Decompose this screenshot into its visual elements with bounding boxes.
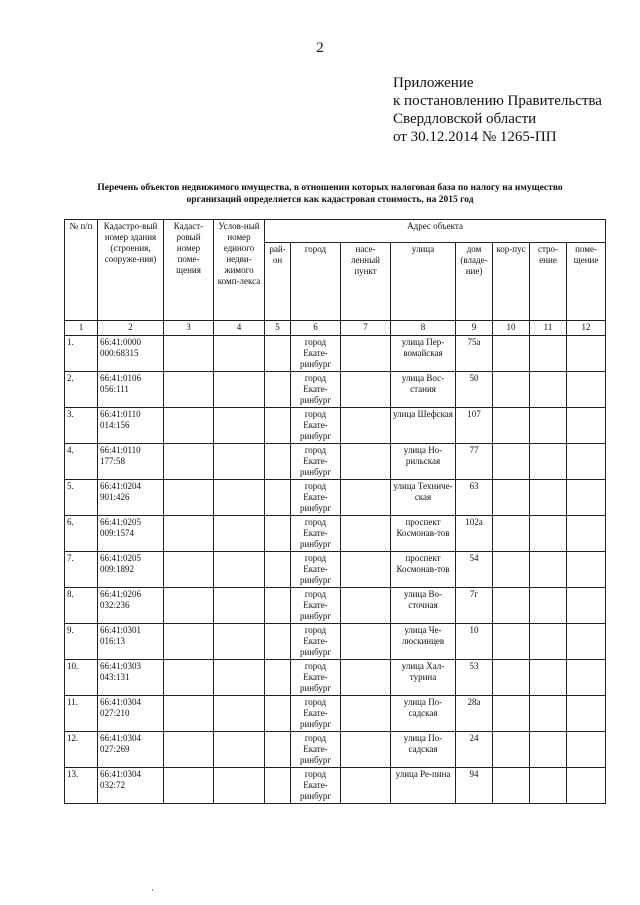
- cell-building: [530, 552, 567, 588]
- cell-street: улица Но-рильская: [391, 444, 456, 480]
- cell-city: город Екате-ринбург: [291, 372, 341, 408]
- cell-building: [530, 696, 567, 732]
- column-number: 3: [164, 321, 214, 336]
- cell-conditional-number: [214, 660, 265, 696]
- cell-korpus: [493, 624, 530, 660]
- cell-korpus: [493, 336, 530, 372]
- cell-settlement: [341, 408, 391, 444]
- cell-settlement: [341, 516, 391, 552]
- cell-cadastral-room: [164, 696, 214, 732]
- cell-settlement: [341, 480, 391, 516]
- cell-house: 24: [456, 732, 493, 768]
- table-row: [65, 372, 606, 408]
- column-number: 6: [291, 321, 341, 336]
- cell-district: [265, 372, 291, 408]
- cell-premises: [567, 660, 606, 696]
- cell-district: [265, 444, 291, 480]
- cell-building: [530, 336, 567, 372]
- cell-house: 28а: [456, 696, 493, 732]
- cell-house: 75а: [456, 336, 493, 372]
- cell-house: 7г: [456, 588, 493, 624]
- cell-korpus: [493, 480, 530, 516]
- cell-district: [265, 408, 291, 444]
- appendix-line-3: Свердловской области: [393, 111, 537, 127]
- cell-korpus: [493, 516, 530, 552]
- column-number: 7: [341, 321, 391, 336]
- title-line-1: Перечень объектов недвижимого имущества, в отношении которых налоговая база по налогу на имущество: [97, 183, 563, 193]
- cell-premises: [567, 768, 606, 804]
- col-header-district: рай-он: [265, 243, 291, 321]
- cell-building: [530, 588, 567, 624]
- appendix-line-2: к постановлению Правительства: [393, 93, 602, 109]
- cell-street: улица Во-сточная: [391, 588, 456, 624]
- cell-house: 10: [456, 624, 493, 660]
- cell-street: проспект Космонав-тов: [391, 516, 456, 552]
- cell-num: 10.: [65, 660, 98, 696]
- cell-cadastral-building: 66:41:0301 016:13: [98, 624, 164, 660]
- cell-building: [530, 372, 567, 408]
- col-header-cadastral-building: Кадастро-вый номер здания (строения, сооруже-ния): [98, 220, 164, 321]
- cell-city: город Екате-ринбург: [291, 336, 341, 372]
- cell-num: 9.: [65, 624, 98, 660]
- cell-settlement: [341, 696, 391, 732]
- property-table: [64, 219, 606, 804]
- cell-district: [265, 480, 291, 516]
- cell-district: [265, 696, 291, 732]
- cell-cadastral-building: 66:41:0304 027:269: [98, 732, 164, 768]
- cell-cadastral-room: [164, 732, 214, 768]
- cell-street: улица По-садская: [391, 732, 456, 768]
- cell-house: 107: [456, 408, 493, 444]
- cell-num: 2.: [65, 372, 98, 408]
- cell-street: улица Че-люскинцев: [391, 624, 456, 660]
- cell-city: город Екате-ринбург: [291, 444, 341, 480]
- col-header-street: улица: [391, 243, 456, 321]
- footer-mark: ·: [151, 885, 154, 895]
- col-header-num: № п/п: [65, 220, 98, 321]
- cell-city: город Екате-ринбург: [291, 696, 341, 732]
- cell-cadastral-building: 66:41:0205 009:1574: [98, 516, 164, 552]
- cell-city: город Екате-ринбург: [291, 588, 341, 624]
- cell-cadastral-room: [164, 372, 214, 408]
- column-number: 11: [530, 321, 567, 336]
- cell-cadastral-building: 66:41:0303 043:131: [98, 660, 164, 696]
- cell-premises: [567, 696, 606, 732]
- appendix-line-1: Приложение: [393, 75, 474, 91]
- cell-settlement: [341, 552, 391, 588]
- cell-num: 8.: [65, 588, 98, 624]
- cell-premises: [567, 552, 606, 588]
- cell-cadastral-room: [164, 444, 214, 480]
- cell-conditional-number: [214, 336, 265, 372]
- table-row: [65, 696, 606, 732]
- cell-building: [530, 732, 567, 768]
- cell-cadastral-building: 66:41:0205 009:1892: [98, 552, 164, 588]
- cell-premises: [567, 516, 606, 552]
- cell-conditional-number: [214, 732, 265, 768]
- table-row: [65, 480, 606, 516]
- cell-num: 4.: [65, 444, 98, 480]
- cell-street: улица Техниче-ская: [391, 480, 456, 516]
- table-row: [65, 768, 606, 804]
- cell-conditional-number: [214, 552, 265, 588]
- cell-korpus: [493, 372, 530, 408]
- cell-korpus: [493, 552, 530, 588]
- cell-building: [530, 516, 567, 552]
- column-number-row: [65, 321, 606, 336]
- cell-cadastral-room: [164, 624, 214, 660]
- cell-num: 7.: [65, 552, 98, 588]
- appendix-header: [393, 74, 602, 146]
- header-row-top: [65, 220, 606, 243]
- cell-cadastral-building: 66:41:0204 901:426: [98, 480, 164, 516]
- cell-house: 77: [456, 444, 493, 480]
- col-header-house: дом (владе-ние): [456, 243, 493, 321]
- cell-conditional-number: [214, 588, 265, 624]
- cell-district: [265, 624, 291, 660]
- title-line-2: организаций определяется как кадастровая стоимость, на 2015 год: [186, 195, 474, 205]
- table-row: [65, 336, 606, 372]
- appendix-line-4: от 30.12.2014 № 1265-ПП: [393, 129, 557, 145]
- page-number: 2: [316, 40, 324, 56]
- column-number: 12: [567, 321, 606, 336]
- cell-building: [530, 768, 567, 804]
- cell-conditional-number: [214, 372, 265, 408]
- cell-conditional-number: [214, 480, 265, 516]
- cell-premises: [567, 372, 606, 408]
- cell-premises: [567, 408, 606, 444]
- cell-premises: [567, 480, 606, 516]
- cell-korpus: [493, 588, 530, 624]
- cell-cadastral-room: [164, 660, 214, 696]
- cell-num: 1.: [65, 336, 98, 372]
- document-title: [60, 182, 600, 206]
- table-row: [65, 516, 606, 552]
- cell-num: 6.: [65, 516, 98, 552]
- cell-house: 53: [456, 660, 493, 696]
- cell-settlement: [341, 372, 391, 408]
- col-header-premises: поме-щение: [567, 243, 606, 321]
- cell-conditional-number: [214, 444, 265, 480]
- column-number: 9: [456, 321, 493, 336]
- col-header-city: город: [291, 243, 341, 321]
- col-header-korpus: кор-пус: [493, 243, 530, 321]
- cell-building: [530, 480, 567, 516]
- cell-district: [265, 588, 291, 624]
- cell-num: 13.: [65, 768, 98, 804]
- cell-conditional-number: [214, 516, 265, 552]
- cell-cadastral-building: 66:41:0304 027:210: [98, 696, 164, 732]
- cell-num: 3.: [65, 408, 98, 444]
- col-header-settlement: насе-ленный пункт: [341, 243, 391, 321]
- cell-cadastral-room: [164, 336, 214, 372]
- cell-korpus: [493, 696, 530, 732]
- cell-cadastral-room: [164, 516, 214, 552]
- cell-conditional-number: [214, 408, 265, 444]
- cell-street: улица Пер-вомайская: [391, 336, 456, 372]
- col-header-conditional-number: Услов-ный номер единого недви-жимого комп-лекса: [214, 220, 265, 321]
- cell-cadastral-room: [164, 768, 214, 804]
- table-row: [65, 444, 606, 480]
- cell-settlement: [341, 624, 391, 660]
- cell-cadastral-building: 66:41:0110 177:58: [98, 444, 164, 480]
- table-row: [65, 624, 606, 660]
- cell-korpus: [493, 768, 530, 804]
- column-number: 1: [65, 321, 98, 336]
- table-row: [65, 588, 606, 624]
- cell-cadastral-building: 66:41:0304 032:72: [98, 768, 164, 804]
- cell-conditional-number: [214, 768, 265, 804]
- cell-district: [265, 336, 291, 372]
- cell-house: 94: [456, 768, 493, 804]
- cell-cadastral-room: [164, 408, 214, 444]
- cell-settlement: [341, 768, 391, 804]
- cell-premises: [567, 588, 606, 624]
- column-number: 8: [391, 321, 456, 336]
- column-number: 5: [265, 321, 291, 336]
- cell-cadastral-building: 66:41:0106 056:111: [98, 372, 164, 408]
- table-body: [65, 336, 606, 804]
- cell-settlement: [341, 336, 391, 372]
- cell-building: [530, 408, 567, 444]
- cell-street: улица Хал-турина: [391, 660, 456, 696]
- cell-city: город Екате-ринбург: [291, 516, 341, 552]
- cell-korpus: [493, 408, 530, 444]
- cell-city: город Екате-ринбург: [291, 660, 341, 696]
- cell-city: город Екате-ринбург: [291, 408, 341, 444]
- cell-conditional-number: [214, 696, 265, 732]
- cell-cadastral-room: [164, 480, 214, 516]
- column-number: 2: [98, 321, 164, 336]
- cell-building: [530, 624, 567, 660]
- cell-cadastral-room: [164, 588, 214, 624]
- cell-street: проспект Космонав-тов: [391, 552, 456, 588]
- cell-premises: [567, 444, 606, 480]
- cell-street: улица Шефская: [391, 408, 456, 444]
- cell-district: [265, 732, 291, 768]
- cell-district: [265, 660, 291, 696]
- col-header-cadastral-room: Кадаст-ровый номер поме-щения: [164, 220, 214, 321]
- col-header-building: стро-ение: [530, 243, 567, 321]
- table-row: [65, 660, 606, 696]
- cell-cadastral-building: 66:41:0110 014:156: [98, 408, 164, 444]
- cell-num: 11.: [65, 696, 98, 732]
- cell-district: [265, 552, 291, 588]
- cell-korpus: [493, 444, 530, 480]
- cell-settlement: [341, 588, 391, 624]
- cell-num: 12.: [65, 732, 98, 768]
- cell-building: [530, 444, 567, 480]
- column-number: 4: [214, 321, 265, 336]
- cell-house: 50: [456, 372, 493, 408]
- cell-conditional-number: [214, 624, 265, 660]
- cell-num: 5.: [65, 480, 98, 516]
- cell-district: [265, 768, 291, 804]
- cell-street: улица Вос-стания: [391, 372, 456, 408]
- cell-settlement: [341, 732, 391, 768]
- cell-cadastral-building: 66:41:0000 000:68315: [98, 336, 164, 372]
- cell-city: город Екате-ринбург: [291, 480, 341, 516]
- cell-korpus: [493, 660, 530, 696]
- cell-city: город Екате-ринбург: [291, 552, 341, 588]
- cell-city: город Екате-ринбург: [291, 624, 341, 660]
- cell-cadastral-room: [164, 552, 214, 588]
- table-row: [65, 552, 606, 588]
- cell-korpus: [493, 732, 530, 768]
- table-row: [65, 732, 606, 768]
- table-row: [65, 408, 606, 444]
- cell-street: улица Ре-пина: [391, 768, 456, 804]
- cell-building: [530, 660, 567, 696]
- cell-cadastral-building: 66:41:0206 032:236: [98, 588, 164, 624]
- cell-settlement: [341, 444, 391, 480]
- cell-city: город Екате-ринбург: [291, 732, 341, 768]
- cell-settlement: [341, 660, 391, 696]
- cell-premises: [567, 732, 606, 768]
- cell-house: 63: [456, 480, 493, 516]
- cell-premises: [567, 336, 606, 372]
- cell-premises: [567, 624, 606, 660]
- cell-house: 102а: [456, 516, 493, 552]
- cell-street: улица По-садская: [391, 696, 456, 732]
- cell-house: 54: [456, 552, 493, 588]
- cell-district: [265, 516, 291, 552]
- col-header-address-group: Адрес объекта: [265, 220, 606, 243]
- cell-city: город Екате-ринбург: [291, 768, 341, 804]
- column-number: 10: [493, 321, 530, 336]
